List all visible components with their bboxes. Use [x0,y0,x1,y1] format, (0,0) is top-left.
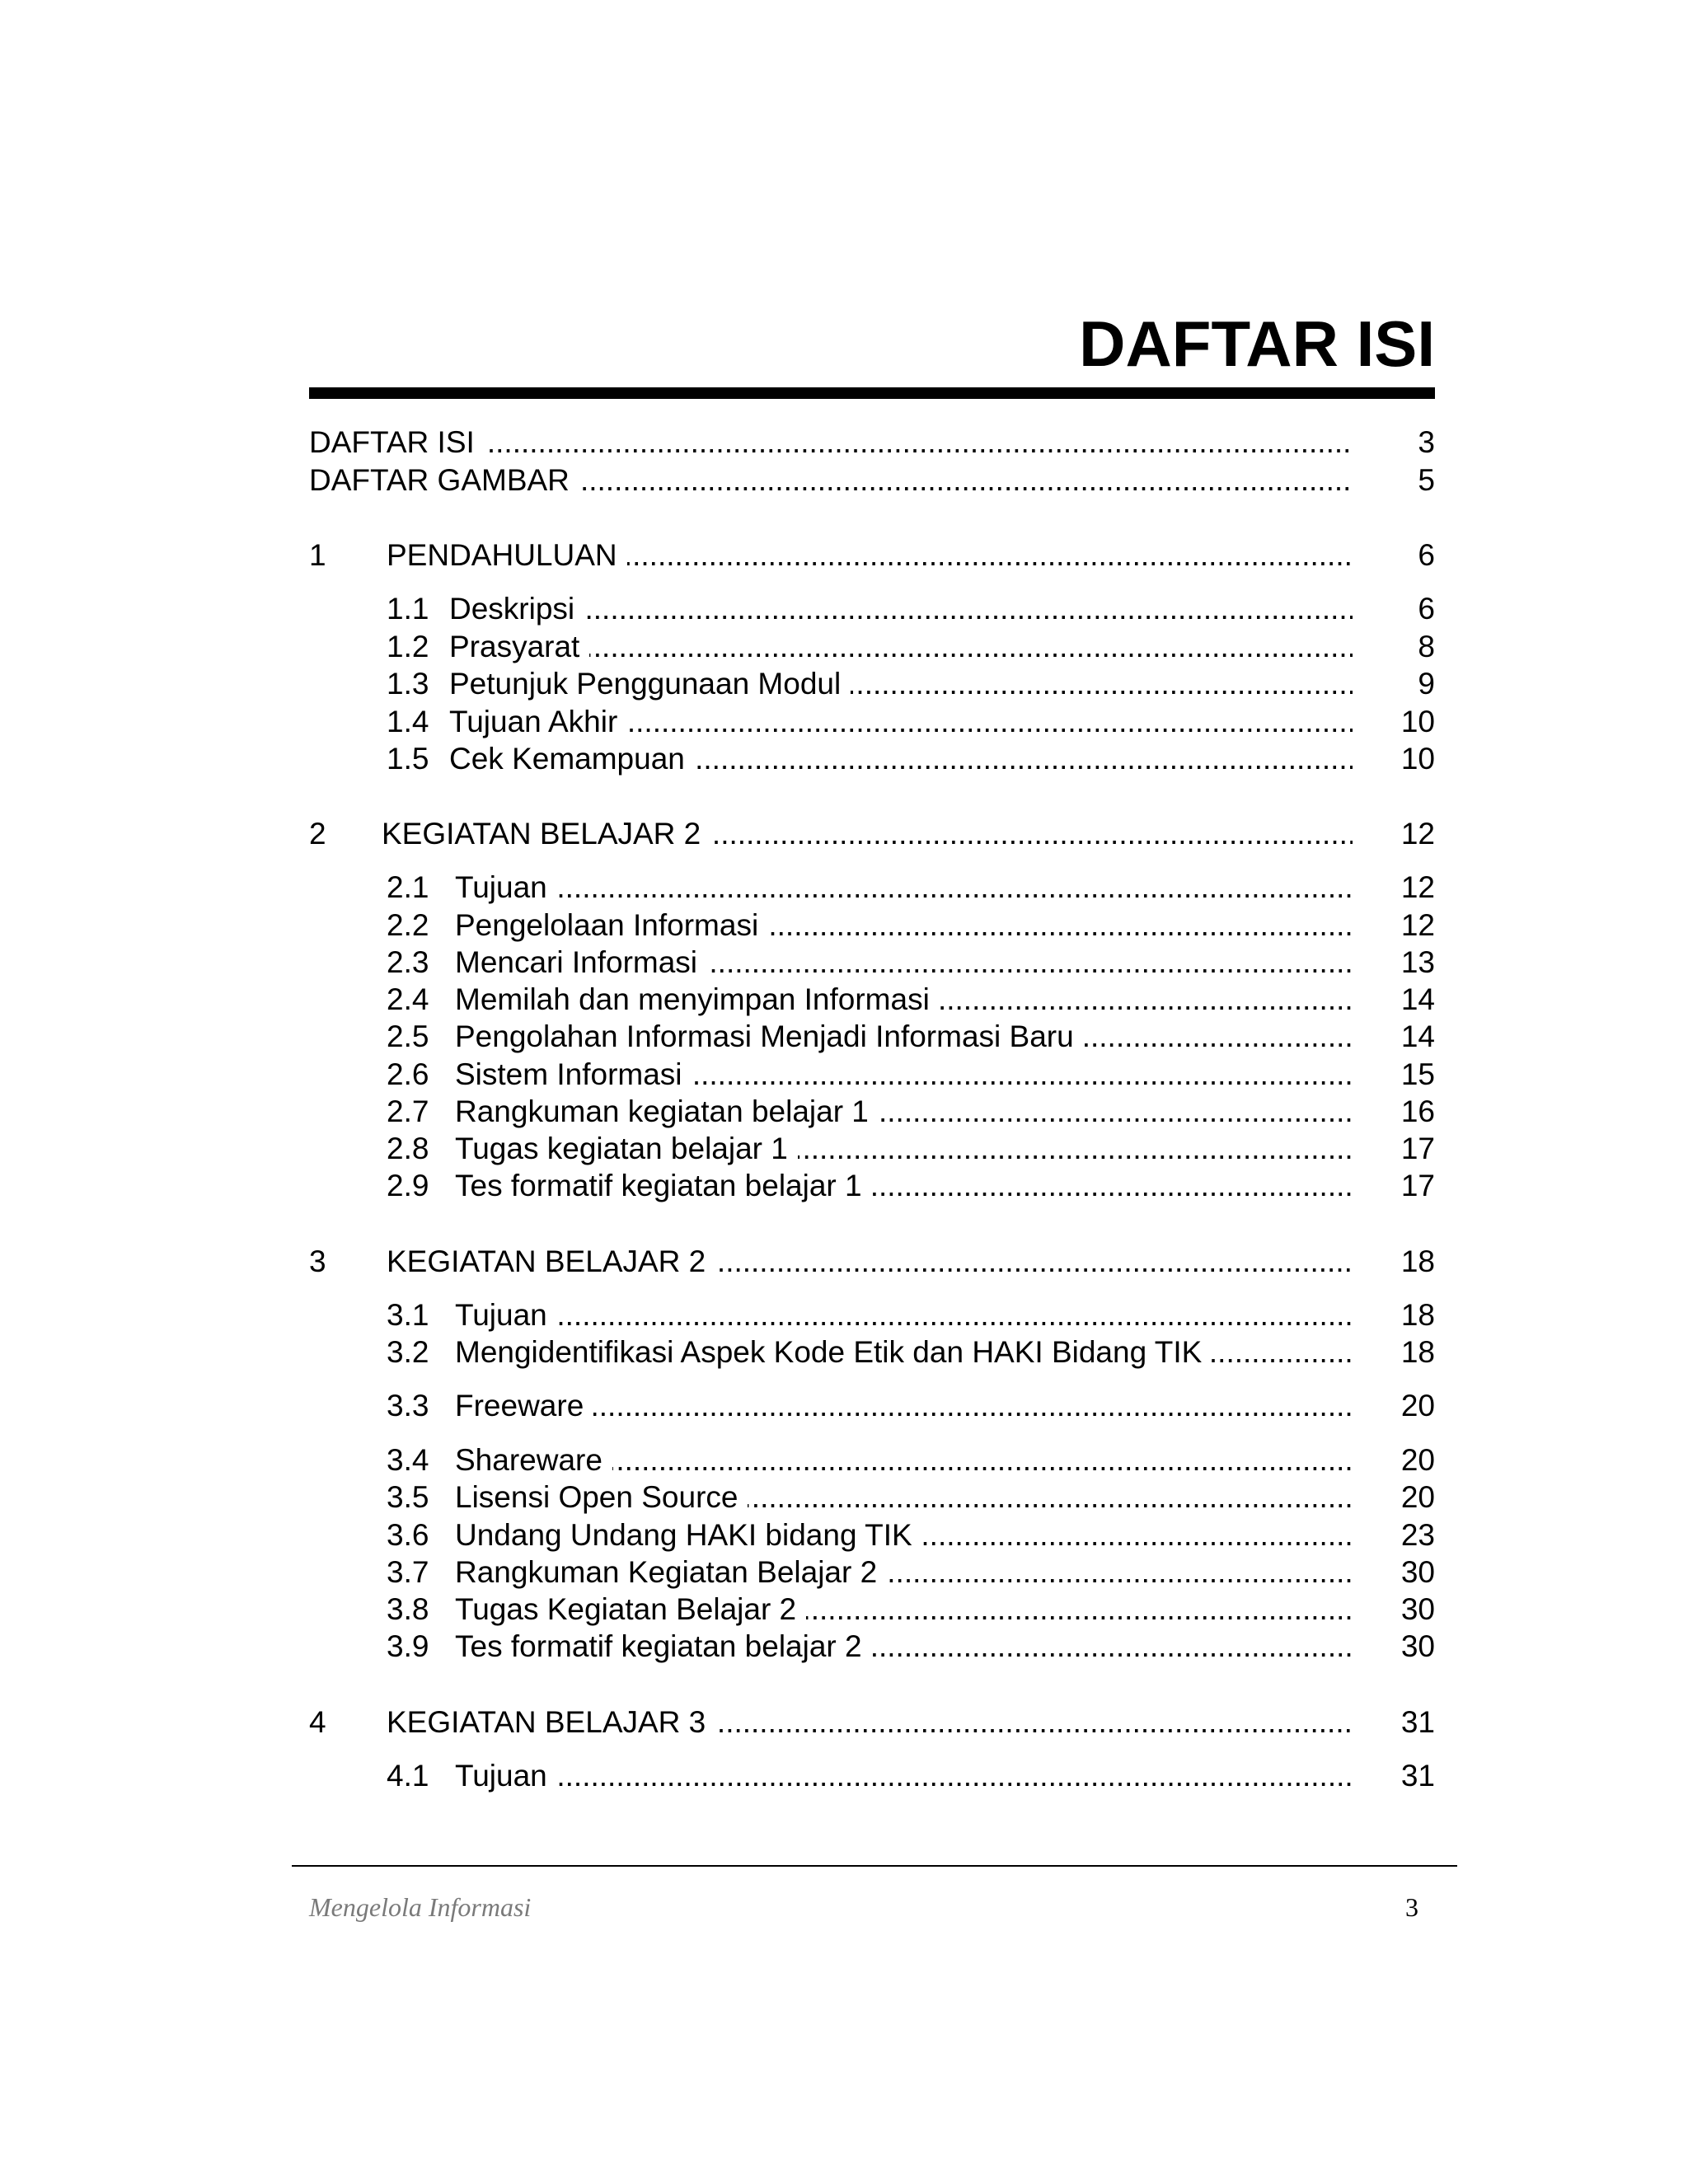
toc-entry-page: 30 [1400,1629,1435,1663]
toc-entry-number: 1 [309,538,326,572]
toc-entry[interactable] [309,869,1435,907]
toc-entry[interactable] [309,1757,1435,1795]
toc-entry-label: Prasyarat [449,630,589,663]
toc-entry-label: Tujuan [455,870,557,904]
toc-entry-label: Pengelolaan Informasi [455,908,768,942]
toc-entry-label: Memilah dan menyimpan Informasi [455,982,940,1016]
toc-entry-page: 18 [1400,1335,1435,1369]
toc-entry[interactable] [309,907,1435,944]
toc-entry[interactable] [309,944,1435,982]
toc-entry-page: 15 [1400,1057,1435,1091]
toc-entry-number: 1.1 [387,592,429,626]
toc-entry-page: 20 [1400,1443,1435,1477]
toc-entry[interactable] [309,1628,1435,1666]
toc-entry-page: 12 [1400,908,1435,942]
toc-entry[interactable] [309,1704,1435,1741]
toc-entry-number: 1.3 [387,667,429,701]
toc-entry-label: Tujuan [455,1298,557,1332]
toc-entry[interactable] [309,537,1435,574]
toc-entry[interactable] [309,1516,1435,1554]
toc-entry-number: 4 [309,1705,326,1739]
toc-entry-number: 3.7 [387,1555,429,1589]
toc-entry-number: 2.5 [387,1019,429,1053]
toc-entry-page: 12 [1400,870,1435,904]
toc-entry[interactable] [309,424,1435,462]
toc-entry-label: KEGIATAN BELAJAR 2 [387,1244,715,1278]
toc-entry[interactable] [309,1554,1435,1591]
toc-entry-label: Tugas Kegiatan Belajar 2 [455,1592,806,1626]
toc-entry-number: 2.4 [387,982,429,1016]
toc-entry-label: DAFTAR ISI [309,425,485,459]
toc-entry-page: 5 [1418,463,1435,497]
toc-entry-number: 2.9 [387,1169,429,1202]
toc-entry-page: 8 [1418,630,1435,663]
toc-entry-page: 6 [1418,592,1435,626]
toc-entry-number: 1.5 [387,742,429,776]
toc-entry-page: 20 [1400,1389,1435,1422]
toc-entry-label: Sistem Informasi [455,1057,692,1091]
toc-entry[interactable] [309,665,1435,703]
toc-entry[interactable] [309,1479,1435,1516]
toc-entry-page: 31 [1400,1705,1435,1739]
toc-entry-label: Deskripsi [449,592,584,626]
toc-entry-page: 3 [1418,425,1435,459]
toc-entry-number: 3.4 [387,1443,429,1477]
toc-entry-page: 16 [1400,1094,1435,1128]
toc-entry-page: 12 [1400,817,1435,851]
toc-entry-page: 31 [1400,1759,1435,1793]
toc-entry-label: Tes formatif kegiatan belajar 1 [455,1169,872,1202]
toc-entry-label: Tujuan Akhir [449,705,627,738]
toc-entry[interactable] [309,628,1435,666]
toc-entry-page: 18 [1400,1298,1435,1332]
toc-entry[interactable] [309,1441,1435,1479]
toc-entry[interactable] [309,1243,1435,1281]
toc-entry[interactable] [309,1296,1435,1334]
toc-entry-number: 2.6 [387,1057,429,1091]
toc-entry[interactable] [309,981,1435,1019]
toc-entry-number: 3.9 [387,1629,429,1663]
toc-entry[interactable] [309,1018,1435,1056]
toc-entry-label: Rangkuman kegiatan belajar 1 [455,1094,879,1128]
toc-entry-label: Freeware [455,1389,593,1422]
toc-entry-label: Tes formatif kegiatan belajar 2 [455,1629,872,1663]
toc-entry-number: 3.1 [387,1298,429,1332]
toc-entry[interactable] [309,1130,1435,1168]
toc-entry[interactable] [309,703,1435,741]
toc-entry-label: Cek Kemampuan [449,742,695,776]
toc-entry-page: 17 [1400,1132,1435,1165]
toc-entry-page: 18 [1400,1244,1435,1278]
toc-entry-page: 23 [1400,1518,1435,1552]
toc-entry-page: 10 [1400,742,1435,776]
toc-entry-number: 2.1 [387,870,429,904]
toc-entry-number: 1.2 [387,630,429,663]
toc-entry-label: Shareware [455,1443,612,1477]
toc-entry[interactable] [309,590,1435,628]
toc-entry-label: Petunjuk Penggunaan Modul [449,667,851,701]
toc-entry-page: 9 [1418,667,1435,701]
toc-entry-label: DAFTAR GAMBAR [309,463,579,497]
toc-entry[interactable] [309,1387,1435,1425]
toc-entry-number: 3.5 [387,1480,429,1514]
toc-entry[interactable] [309,815,1435,853]
toc-entry-page: 6 [1418,538,1435,572]
toc-entry-label: Pengolahan Informasi Menjadi Informasi Baru [455,1019,1084,1053]
toc-entry-label: Lisensi Open Source [455,1480,748,1514]
toc-entry[interactable] [309,1167,1435,1205]
title-rule [309,387,1435,399]
toc-entry-number: 2.2 [387,908,429,942]
toc-entry-page: 17 [1400,1169,1435,1202]
toc-entry-page: 14 [1400,1019,1435,1053]
toc-entry-number: 3 [309,1244,326,1278]
toc-entry-label: Tujuan [455,1759,557,1793]
toc-entry-number: 1.4 [387,705,429,738]
toc-entry-number: 3.3 [387,1389,429,1422]
toc-entry-page: 13 [1400,945,1435,979]
toc-entry-page: 14 [1400,982,1435,1016]
footer-rule [292,1865,1457,1867]
toc-entry-number: 4.1 [387,1759,429,1793]
toc-entry[interactable] [309,1591,1435,1629]
toc-entry[interactable] [309,1056,1435,1094]
toc-entry-label: Tugas kegiatan belajar 1 [455,1132,798,1165]
toc-entry-page: 30 [1400,1555,1435,1589]
page-title: DAFTAR ISI [1079,307,1435,380]
toc-entry[interactable] [309,462,1435,499]
toc-entry-label: Mencari Informasi [455,945,707,979]
toc-entry-number: 3.6 [387,1518,429,1552]
toc-entry[interactable] [309,740,1435,778]
toc-entry-label: PENDAHULUAN [387,538,627,572]
toc-entry-number: 3.2 [387,1335,429,1369]
toc-entry-number: 3.8 [387,1592,429,1626]
toc-entry[interactable] [309,1333,1435,1371]
toc-entry-page: 10 [1400,705,1435,738]
footer-module-name: Mengelola Informasi [309,1892,532,1922]
toc-entry-number: 2.8 [387,1132,429,1165]
toc-entry-label: Undang Undang HAKI bidang TIK [455,1518,922,1552]
toc-entry-label: KEGIATAN BELAJAR 2 [382,817,710,851]
toc-entry-page: 20 [1400,1480,1435,1514]
toc-entry-label: KEGIATAN BELAJAR 3 [387,1705,715,1739]
toc-entry-label: Mengidentifikasi Aspek Kode Etik dan HAKI Bidang TIK [455,1335,1212,1369]
toc-entry[interactable] [309,1093,1435,1131]
toc-entry-number: 2 [309,817,326,851]
toc-entry-number: 2.7 [387,1094,429,1128]
footer-page-number: 3 [1405,1892,1418,1922]
toc-entry-number: 2.3 [387,945,429,979]
toc-entry-page: 30 [1400,1592,1435,1626]
toc-entry-label: Rangkuman Kegiatan Belajar 2 [455,1555,887,1589]
